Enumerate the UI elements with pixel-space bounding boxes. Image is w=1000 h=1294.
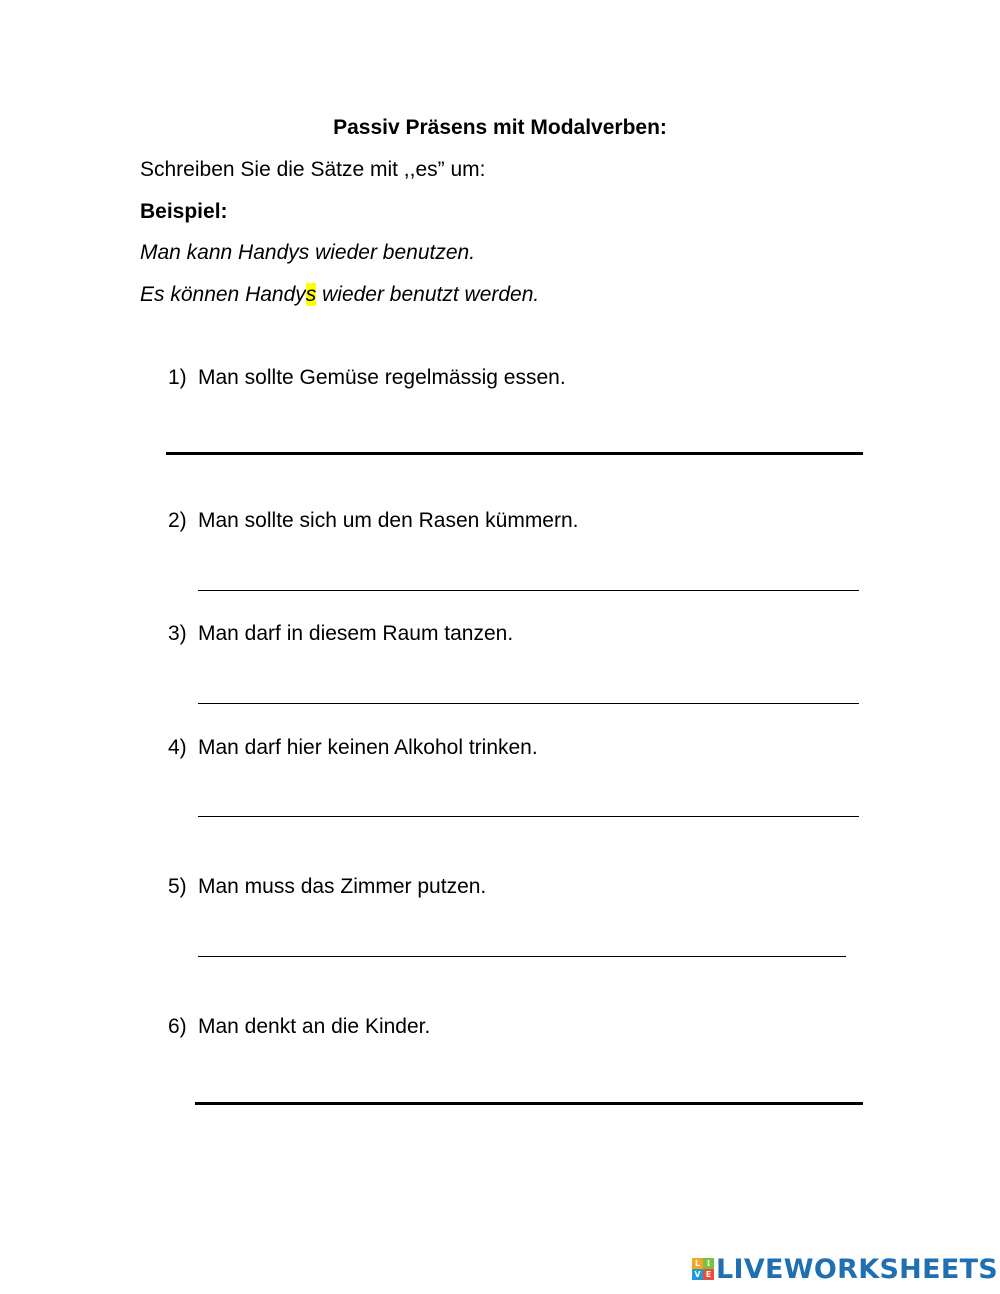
page-title: Passiv Präsens mit Modalverben: bbox=[333, 116, 667, 139]
logo-cell: I bbox=[703, 1258, 714, 1269]
example-answer-start: Es können Handy bbox=[140, 283, 306, 306]
answer-field-6[interactable] bbox=[195, 1072, 863, 1105]
liveworksheets-logo-icon bbox=[692, 1258, 714, 1280]
exercise-number: 4) bbox=[168, 736, 187, 759]
exercise-text: Man muss das Zimmer putzen. bbox=[198, 875, 487, 898]
answer-field-3[interactable] bbox=[198, 673, 859, 704]
instruction: Schreiben Sie die Sätze mit ,,es” um: bbox=[140, 158, 486, 181]
exercise-1 bbox=[168, 366, 566, 390]
answer-field-1[interactable] bbox=[166, 422, 863, 455]
exercise-number: 6) bbox=[168, 1015, 187, 1038]
exercise-3 bbox=[168, 622, 513, 646]
exercise-number: 5) bbox=[168, 875, 187, 898]
logo-cell: V bbox=[692, 1269, 703, 1280]
logo-cell: L bbox=[692, 1258, 703, 1269]
logo-cell: E bbox=[703, 1269, 714, 1280]
example-heading: Beispiel: bbox=[140, 200, 228, 223]
exercise-text: Man darf in diesem Raum tanzen. bbox=[198, 622, 514, 645]
exercise-4 bbox=[168, 736, 538, 760]
logo-text: LIVEWORKSHEETS bbox=[716, 1253, 999, 1285]
example-answer-end: wieder benutzt werden. bbox=[316, 283, 540, 306]
example-answer bbox=[140, 283, 539, 307]
exercise-number: 3) bbox=[168, 622, 187, 645]
example-sentence: Man kann Handys wieder benutzen. bbox=[140, 241, 476, 264]
exercise-number: 2) bbox=[168, 509, 187, 532]
exercise-text: Man darf hier keinen Alkohol trinken. bbox=[198, 736, 538, 759]
answer-field-4[interactable] bbox=[198, 786, 859, 817]
exercise-5 bbox=[168, 875, 486, 899]
answer-field-5[interactable] bbox=[198, 926, 846, 957]
exercise-2 bbox=[168, 509, 579, 533]
exercise-text: Man sollte Gemüse regelmässig essen. bbox=[198, 366, 566, 389]
exercise-text: Man denkt an die Kinder. bbox=[198, 1015, 431, 1038]
exercise-6 bbox=[168, 1015, 430, 1039]
exercise-text: Man sollte sich um den Rasen kümmern. bbox=[198, 509, 579, 532]
liveworksheets-logo bbox=[692, 1254, 998, 1284]
exercise-number: 1) bbox=[168, 366, 187, 389]
highlighted-letter: s bbox=[305, 283, 317, 306]
answer-field-2[interactable] bbox=[198, 560, 859, 591]
